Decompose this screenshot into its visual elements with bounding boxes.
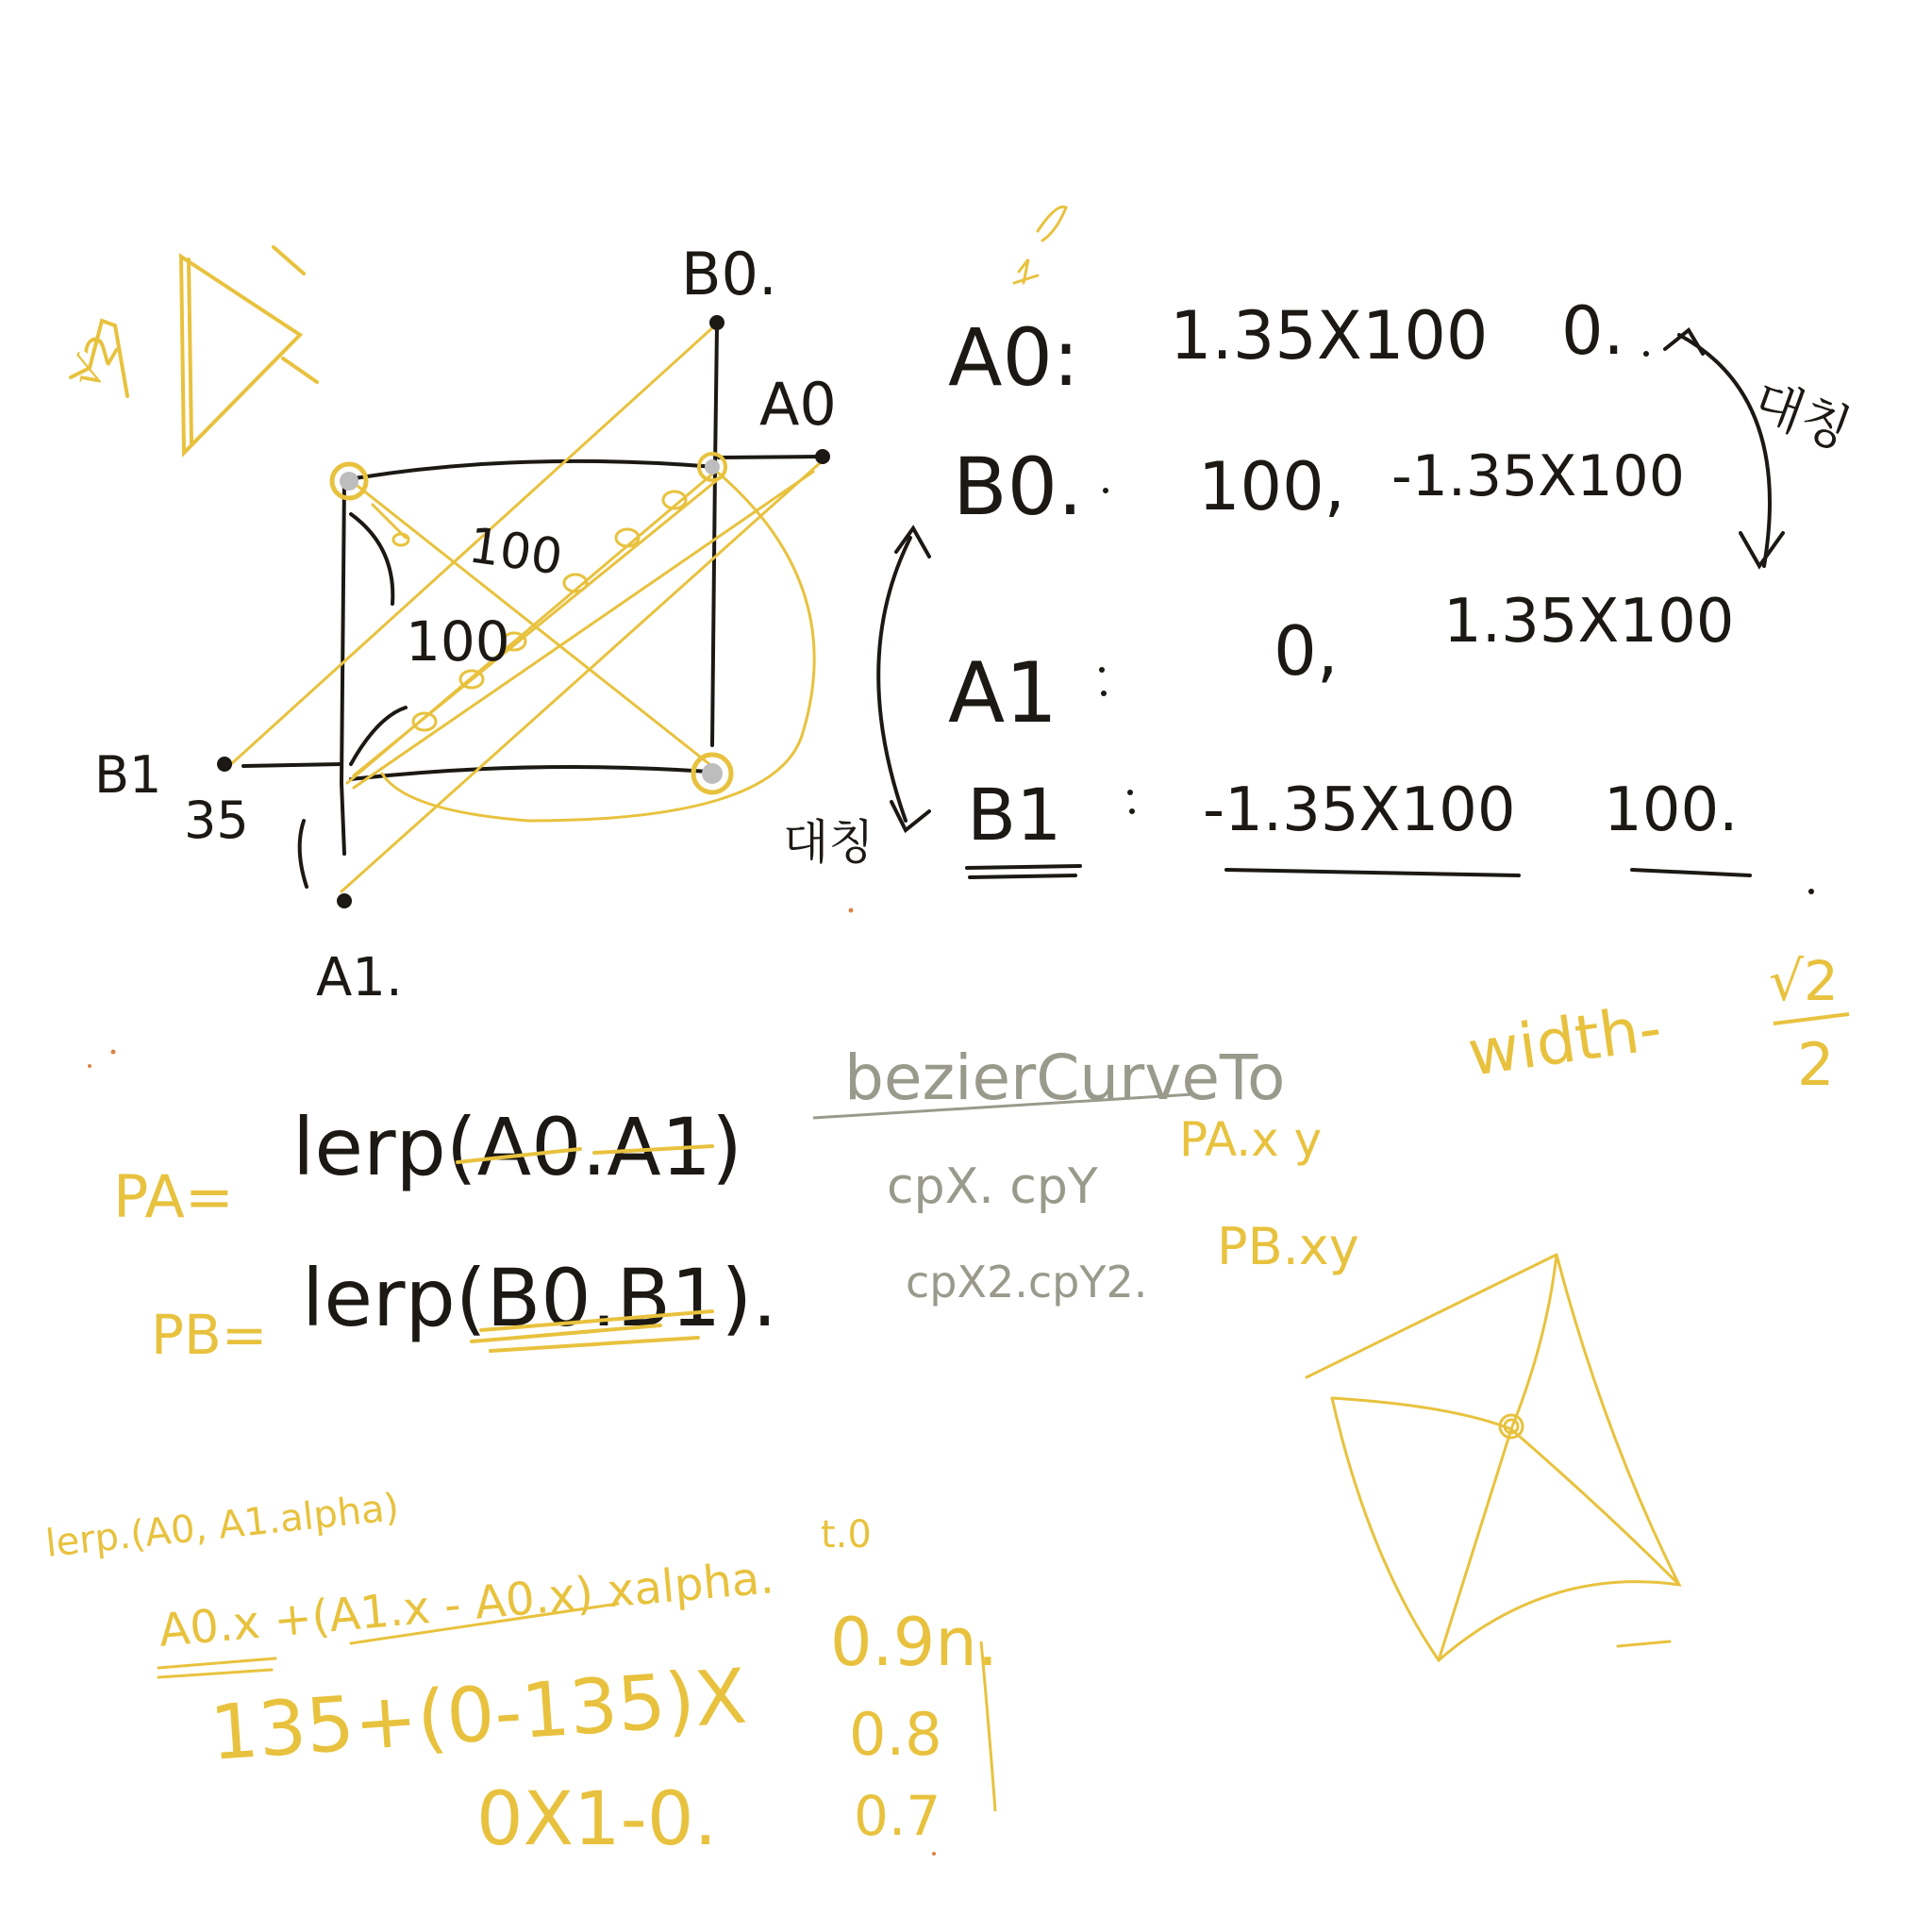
symmetry-arrows bbox=[878, 330, 1783, 830]
b1-underlines bbox=[967, 866, 1750, 877]
square-diagram bbox=[94, 240, 837, 1008]
calc-step2: 0X1-0. bbox=[476, 1777, 718, 1862]
width-numerator: √2 bbox=[1769, 949, 1839, 1013]
width-note bbox=[1464, 949, 1849, 1099]
coord-b0-y: -1.35X100 bbox=[1391, 443, 1685, 509]
width-fraction-bar bbox=[1774, 1014, 1849, 1024]
label-b1: B1 bbox=[94, 745, 162, 805]
coord-a0-name: A0: bbox=[948, 311, 1080, 404]
sqrt2-label: √2 bbox=[61, 326, 130, 397]
calc-formula-main: A0.x +(A1.x - A0.x) xalpha. bbox=[157, 1551, 776, 1657]
coord-b1-x: -1.35X100 bbox=[1203, 775, 1516, 845]
coord-a1-name: A1 bbox=[948, 644, 1058, 741]
width-text: width- bbox=[1463, 991, 1666, 1091]
pb-prefix: PB= bbox=[151, 1303, 268, 1367]
calc-call: lerp.(A0, A1.alpha) bbox=[43, 1485, 402, 1566]
pb-expr: lerp(B0.B1). bbox=[302, 1252, 777, 1344]
calc-alpha-3: 0.7 bbox=[854, 1784, 941, 1848]
bezier-title: bezierCurveTo bbox=[844, 1041, 1286, 1114]
pa-expr: lerp(A0.A1) bbox=[292, 1101, 742, 1193]
bezier-notes bbox=[813, 1041, 1359, 1307]
construction-lines bbox=[231, 325, 821, 891]
bezier-line1-yellow: PA.x y bbox=[1179, 1112, 1323, 1167]
coord-b0-x: 100, bbox=[1198, 448, 1345, 525]
width-denominator: 2 bbox=[1797, 1030, 1835, 1099]
label-a0: A0 bbox=[759, 370, 837, 439]
label-side-top: 100 bbox=[465, 517, 566, 587]
label-angle: 35 bbox=[184, 791, 249, 850]
calc-alpha-1: 0.9n. bbox=[830, 1604, 998, 1681]
yellow-scribble bbox=[1014, 207, 1066, 283]
coord-a0-y: 0. bbox=[1561, 292, 1624, 370]
bezier-line2-yellow: PB.xy bbox=[1217, 1217, 1359, 1276]
symmetric-label-bottom: 대칭 bbox=[783, 815, 874, 870]
pa-prefix: PA= bbox=[113, 1162, 234, 1231]
label-side-diag: 100 bbox=[406, 609, 510, 674]
label-b0: B0. bbox=[681, 240, 777, 308]
label-a1: A1. bbox=[316, 947, 403, 1008]
bezier-line2-gray: cpX2.cpY2. bbox=[906, 1257, 1148, 1307]
coord-b1-y: 100. bbox=[1604, 775, 1739, 845]
coord-a1-x: 0, bbox=[1274, 611, 1339, 691]
coord-a0-x: 1.35X100 bbox=[1170, 297, 1489, 375]
coord-b1-name: B1 bbox=[967, 773, 1062, 857]
symmetric-label-top: 대칭 bbox=[1745, 371, 1859, 460]
coordinate-table bbox=[783, 207, 1858, 894]
lerp-formulas bbox=[113, 1101, 777, 1367]
calc-step1: 135+(0-135)X bbox=[207, 1652, 750, 1777]
calc-alpha-2: 0.8 bbox=[849, 1700, 942, 1769]
lerp-calculation bbox=[43, 1486, 998, 1862]
bezier-line1-gray: cpX. cpY bbox=[887, 1158, 1098, 1215]
square-outline bbox=[243, 325, 823, 887]
coord-a1-y: 1.35X100 bbox=[1443, 587, 1735, 657]
coord-b0-name: B0. bbox=[953, 441, 1083, 533]
curved-diamond-sketch bbox=[1307, 1255, 1679, 1660]
calc-t-label: t.0 bbox=[821, 1513, 872, 1557]
